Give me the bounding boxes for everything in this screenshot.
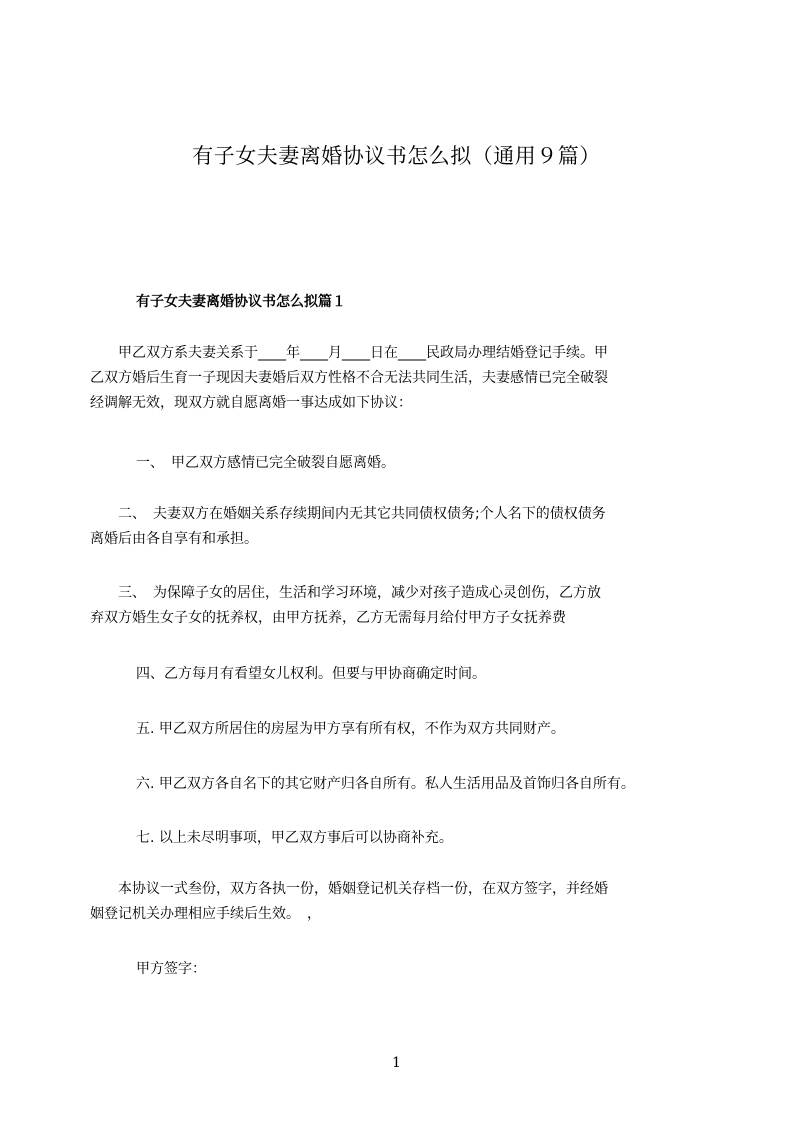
- document-title: 有子女夫妻离婚协议书怎么拟（通用９篇）: [192, 144, 601, 168]
- item-2-line-2: 离婚后由各自享有和承担。: [90, 531, 258, 547]
- agreement-item-5: 五. 甲乙双方所居住的房屋为甲方享有所有权，不作为双方共同财产。: [136, 721, 565, 737]
- agreement-item-2: [90, 502, 710, 552]
- page-number: 1: [392, 1055, 401, 1071]
- intro-line-1: 甲乙双方系夫妻关系于____年____月____日在____民政局办理结婚登记手续。甲: [90, 345, 608, 361]
- agreement-item-3: [90, 581, 710, 631]
- item-3-line-1: 三、 为保障子女的居住，生活和学习环境，减少对孩子造成心灵创伤，乙方放: [90, 585, 601, 601]
- party-a-signature-label: 甲方签字：: [136, 961, 206, 977]
- agreement-item-1: 一、 甲乙双方感情已完全破裂自愿离婚。: [136, 455, 395, 471]
- intro-line-3: 经调解无效，现双方就自愿离婚一事达成如下协议：: [90, 395, 412, 411]
- item-3-line-2: 弃双方婚生女子女的抚养权，由甲方抚养，乙方无需每月给付甲方子女抚养费: [90, 610, 566, 626]
- agreement-item-7: 七. 以上未尽明事项，甲乙双方事后可以协商补充。: [136, 830, 453, 846]
- item-2-line-1: 二、 夫妻双方在婚姻关系存续期间内无其它共同债权债务;个人名下的债权债务: [90, 506, 606, 522]
- agreement-item-4: 四、乙方每月有看望女儿权利。但要与甲协商确定时间。: [136, 666, 486, 682]
- intro-paragraph: [90, 341, 710, 416]
- intro-line-2: 乙双方婚后生育一子现因夫妻婚后双方性格不合无法共同生活，夫妻感情已完全破裂: [90, 370, 608, 386]
- closing-line-2: 姻登记机关办理相应手续后生效。 ，: [90, 906, 321, 922]
- closing-paragraph: [90, 877, 710, 927]
- agreement-item-6: 六. 甲乙双方各自名下的其它财产归各自所有。私人生活用品及首饰归各自所有。: [136, 776, 635, 792]
- closing-line-1: 本协议一式叁份，双方各执一份，婚姻登记机关存档一份，在双方签字，并经婚: [90, 881, 608, 897]
- section-heading: 有子女夫妻离婚协议书怎么拟篇１: [136, 294, 346, 310]
